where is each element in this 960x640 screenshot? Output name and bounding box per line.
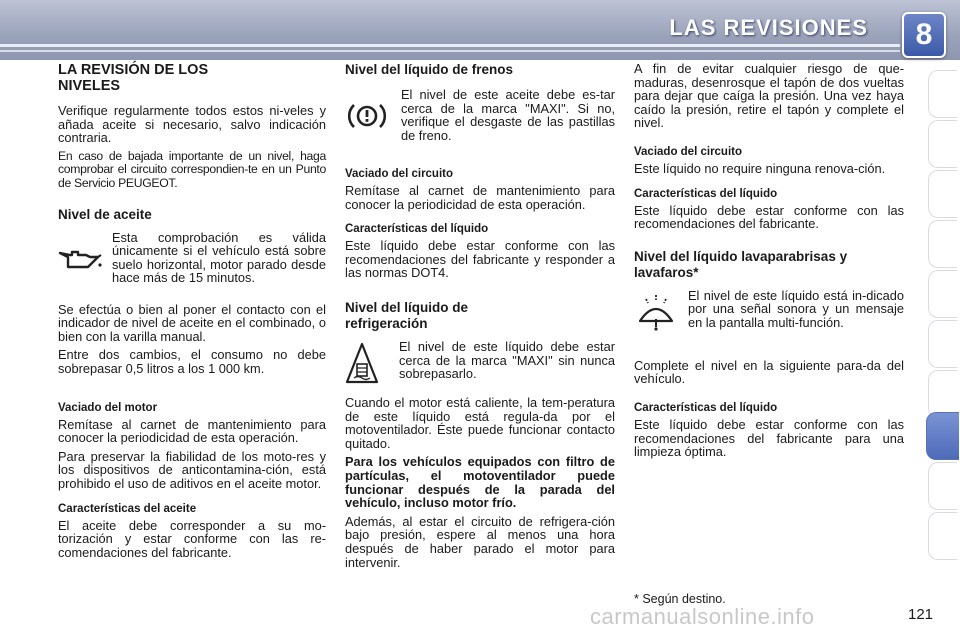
coolant-text: Además, al estar el circuito de refrigera-ción bajo presión, espere al menos una hora después de haber parado el motor para intervenir. (345, 513, 615, 570)
coolant-warning-icon (345, 342, 379, 386)
brake-specs-text: Este líquido debe estar conforme con las recomendaciones del fabricante y responder a las normas DOT4. (345, 238, 615, 281)
washer-specs-text: Este líquido debe estar conforme con las recomendaciones del fabricante para una limpieza óptima. (634, 416, 904, 460)
coolant-warning-text: Para los vehículos equipados con filtro de partículas, el motoventilador puede funcionar después de la parada del vehículo, incluso motor frío. (345, 454, 615, 511)
chapter-tab[interactable] (928, 462, 957, 510)
oil-level-text: Entre dos cambios, el consumo no debe sobrepasar 0,5 litros a los 1 000 km. (58, 347, 326, 376)
coolant-note: El nivel de este líquido debe estar cerca de la marca "MAXI" sin nunca sobrepasarlo. (399, 338, 615, 382)
column-2 (345, 62, 615, 574)
chapter-tab[interactable] (928, 70, 957, 118)
washer-fluid-title: Nivel del líquido lavaparabrisas y lavafaros* (634, 248, 848, 280)
intro-text: En caso de bajada importante de un nivel, haga comprobar el circuito correspondien-te en un Punto de Servicio PEUGEOT. (58, 148, 326, 190)
page-number: 121 (908, 606, 934, 623)
brake-warning-icon (347, 100, 387, 132)
oil-level-box (58, 231, 326, 303)
coolant-drain-title: Vaciado del circuito (634, 145, 743, 158)
oil-specs-title: Características del aceite (58, 502, 197, 515)
column-1 (58, 62, 326, 564)
washer-fluid-box (634, 289, 904, 353)
coolant-text: Cuando el motor está caliente, la tem-peratura de este líquido está regula-da por el motoventilador. Éste puede funcionar contacto quitado. (345, 394, 615, 451)
brake-fluid-box (345, 88, 615, 152)
coolant-title: Nivel del líquido de refrigeración (345, 299, 469, 331)
engine-drain-text: Para preservar la fiabilidad de los moto-res y los dispositivos de anticontamina-ción, está prohibido el uso de aditivos en el aceite motor. (58, 448, 326, 491)
brake-fluid-note: El nivel de este aceite debe es-tar cerca de la marca "MAXI". Si no, verifique el desgaste de las pastillas de freno. (401, 87, 615, 143)
chapter-tab[interactable] (928, 370, 957, 418)
chapter-tab[interactable] (928, 170, 957, 218)
footnote: * Según destino. (634, 592, 726, 606)
brake-drain-title: Vaciado del circuito (345, 168, 454, 180)
chapter-tab[interactable] (928, 120, 957, 168)
page-title: LAS REVISIONES (669, 15, 868, 40)
washer-specs-title: Características del líquido (634, 401, 778, 414)
oil-level-text: Se efectúa o bien al poner el contacto con el indicador de nivel de aceite en el combinado, o bien con la varilla manual. (58, 301, 326, 344)
coolant-specs-title: Características del líquido (634, 187, 778, 200)
coolant-specs-text: Este líquido debe estar conforme con las recomendaciones del fabricante. (634, 202, 904, 232)
engine-drain-title: Vaciado del motor (58, 401, 158, 414)
oil-can-icon (58, 245, 102, 275)
brake-fluid-title: Nivel del líquido de frenos (345, 62, 514, 77)
oil-specs-text: El aceite debe corresponder a su mo-torización y estar conforme con las re-comendaciones del fabricante. (58, 517, 326, 560)
washer-fluid-text: Complete el nivel en la siguiente para-da del vehículo. (634, 357, 904, 387)
chapter-tab[interactable] (928, 512, 957, 560)
intro-text: Verifique regularmente todos estos ni-veles y añada aceite si necesario, salvo indicación contraria. (58, 103, 326, 146)
chapter-tab[interactable] (928, 270, 957, 318)
coolant-box (345, 340, 615, 396)
page-header (0, 0, 960, 60)
chapter-tab-active[interactable] (926, 412, 959, 460)
chapter-tab[interactable] (928, 320, 957, 368)
watermark: carmanualsonline.info (590, 604, 815, 629)
coolant-cap-text: A fin de evitar cualquier riesgo de que-maduras, desenrosque el tapón de dos vueltas para dejar que caíga la presión. Una vez haya caído la presión, retire el tapón y complete el nivel. (634, 61, 904, 131)
coolant-drain-text: Este líquido no require ninguna renova-ción. (634, 160, 886, 176)
header-stripe-lower (0, 50, 900, 52)
column-3 (634, 62, 904, 464)
engine-drain-text: Remítase al carnet de mantenimiento para conocer la periodicidad de esta operación. (58, 416, 326, 446)
chapter-badge: 8 (902, 12, 946, 58)
header-stripe (0, 44, 900, 47)
washer-fluid-note: El nivel de este líquido está in-dicado por una señal sonora y un mensaje en la pantalla multi-función. (688, 287, 904, 330)
chapter-tabs (928, 70, 960, 580)
brake-specs-title: Características del líquido (345, 223, 489, 236)
oil-level-note: Esta comprobación es válida únicamente si el vehículo está sobre suelo horizontal, motor parado desde hace más de 15 minutos. (112, 229, 326, 286)
oil-level-title: Nivel de aceite (58, 206, 152, 222)
washer-fluid-icon (636, 291, 676, 331)
brake-drain-text: Remítase al carnet de mantenimiento para conocer la periodicidad de esta operación. (345, 183, 615, 212)
chapter-tab[interactable] (928, 220, 957, 268)
section-title: LA REVISIÓN DE LOS NIVELES (58, 62, 209, 94)
